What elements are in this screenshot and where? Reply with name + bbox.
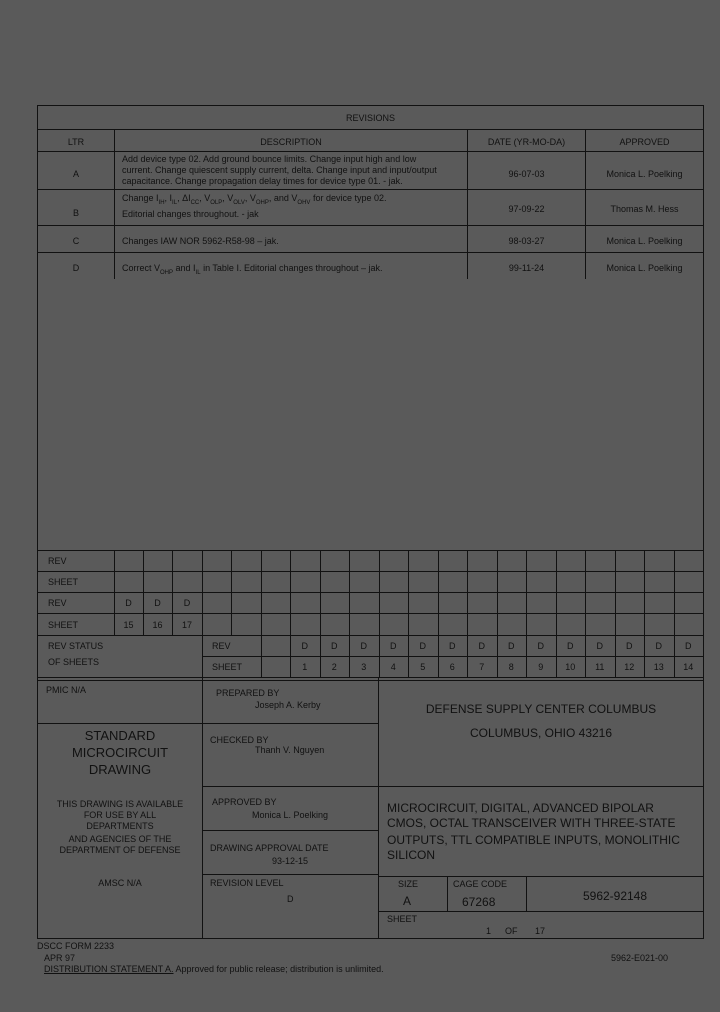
drawing-number: 5962-92148 xyxy=(582,889,648,903)
revision-level-label: REVISION LEVEL xyxy=(210,878,284,888)
revision-row-date: 96-07-03 xyxy=(508,169,545,179)
rev-status-rev-cell: D xyxy=(390,641,397,651)
rev-status-rev-cell: D xyxy=(419,641,426,651)
column-date: DATE (YR-MO-DA) xyxy=(487,137,566,147)
availability-note: THIS DRAWING IS AVAILABLE xyxy=(56,799,184,809)
rev-status-rev-label: REV xyxy=(212,641,231,651)
standard-title: DRAWING xyxy=(88,762,152,777)
revision-row-description: Editorial changes throughout. - jak xyxy=(122,209,259,219)
size-label: SIZE xyxy=(398,879,419,889)
rev-status-sheet-cell: 13 xyxy=(653,662,664,672)
revision-row-description: Add device type 02. Add ground bounce limits. Change input high and low xyxy=(122,154,417,164)
rev-status-rev-cell: D xyxy=(655,641,662,651)
revisions-frame xyxy=(37,105,704,681)
checked-by-name: Thanh V. Nguyen xyxy=(255,745,325,755)
column-approved: APPROVED xyxy=(619,137,670,147)
rev-status-sheet-cell: 8 xyxy=(508,662,514,672)
pmic-label: PMIC N/A xyxy=(46,685,87,695)
rev-status-sheet-cell: 11 xyxy=(595,662,605,672)
revision-row-approved: Thomas M. Hess xyxy=(610,204,679,214)
rev-status-sheet-cell: 5 xyxy=(420,662,426,672)
rev-status-sheet-cell: 2 xyxy=(331,662,337,672)
rev-status-sheet-cell: 1 xyxy=(302,662,308,672)
revision-row-date: 99-11-24 xyxy=(508,263,545,273)
approval-date: 93-12-15 xyxy=(272,856,309,866)
revision-row-ltr: C xyxy=(72,236,80,246)
revision-row-date: 98-03-27 xyxy=(508,236,545,246)
distribution-statement-label: DISTRIBUTION STATEMENT A. xyxy=(44,964,174,974)
rev-status-rev-cell: D xyxy=(331,641,338,651)
prepared-by-label: PREPARED BY xyxy=(216,688,280,698)
revision-row-approved: Monica L. Poelking xyxy=(606,169,683,179)
rev-status-rev-cell: D xyxy=(685,641,692,651)
rev-status-rev-cell: D xyxy=(360,641,367,651)
rev-status-rev-cell: D xyxy=(449,641,456,651)
drawing-description: SILICON xyxy=(387,848,436,862)
drawing-description: MICROCIRCUIT, DIGITAL, ADVANCED BIPOLAR xyxy=(387,801,654,815)
revision-row-description: Change $I_{IH}$, $I_{IL}$, $\Delta I_{CC}$, $V_{OLP}$, $V_{OLV}$, $V_{OHP}$, and $V_{OHV}$ for device type 02. xyxy=(122,193,387,206)
rev-status-sheet-cell: 10 xyxy=(565,662,576,672)
availability-note: AND AGENCIES OF THE xyxy=(68,834,172,844)
column-description: DESCRIPTION xyxy=(260,137,322,147)
distribution-statement xyxy=(44,964,384,975)
standard-title: MICROCIRCUIT xyxy=(71,745,169,760)
grid-rev-value: D xyxy=(183,598,191,608)
revision-row-description: Correct $V_{OHP}$ and $I_{IL}$ in Table I. Editorial changes throughout – jak. xyxy=(122,263,383,276)
revision-row-description: current. Change quiescent supply current, delta. Change input and input/output xyxy=(122,165,437,175)
revision-row-ltr: B xyxy=(72,208,79,218)
dscc-name: DEFENSE SUPPLY CENTER COLUMBUS xyxy=(425,702,657,716)
availability-note: FOR USE BY ALL xyxy=(83,810,157,820)
sheet-of-label: OF xyxy=(505,926,518,936)
amsc-label: AMSC N/A xyxy=(98,878,142,888)
rev-status-rev-cell: D xyxy=(301,641,308,651)
cage-code-value: 67268 xyxy=(462,895,496,909)
rev-status-sheet-cell: 6 xyxy=(449,662,455,672)
sheet-total: 17 xyxy=(535,926,546,936)
rev-status-rev-cell: D xyxy=(508,641,515,651)
checked-by-label: CHECKED BY xyxy=(210,735,269,745)
standard-title: STANDARD xyxy=(84,728,156,743)
approved-by-name: Monica L. Poelking xyxy=(252,810,329,820)
revision-row-description: capacitance. Change propagation delay times for device type 01. - jak. xyxy=(122,176,403,186)
form-number: DSCC FORM 2233 xyxy=(37,941,115,951)
grid-rev-value: D xyxy=(125,598,132,608)
rev-status-sheet-label: SHEET xyxy=(212,662,243,672)
revision-row-ltr: A xyxy=(72,169,79,179)
column-ltr: LTR xyxy=(67,137,85,147)
dscc-address: COLUMBUS, OHIO 43216 xyxy=(469,726,613,740)
revision-level: D xyxy=(287,894,294,904)
rev-status-label: REV STATUS xyxy=(48,641,104,651)
sheet-label: SHEET xyxy=(387,914,418,924)
rev-status-rev-cell: D xyxy=(478,641,485,651)
grid-rev-label: REV xyxy=(48,598,67,608)
drawing-description: OUTPUTS, TTL COMPATIBLE INPUTS, MONOLITHIC xyxy=(387,833,680,847)
grid-sheet-value: 17 xyxy=(181,620,192,630)
drawing-description: CMOS, OCTAL TRANSCEIVER WITH THREE-STATE xyxy=(387,816,676,830)
size-value: A xyxy=(403,894,412,908)
availability-note: DEPARTMENTS xyxy=(86,821,154,831)
grid-sheet-label: SHEET xyxy=(48,577,79,587)
grid-sheet-value: 16 xyxy=(152,620,163,630)
revision-row-date: 97-09-22 xyxy=(508,204,545,214)
rev-status-rev-cell: D xyxy=(596,641,603,651)
grid-rev-value: D xyxy=(154,598,161,608)
distribution-statement-text: Approved for public release; distribution is unlimited. xyxy=(173,964,384,974)
rev-status-sheet-cell: 3 xyxy=(361,662,367,672)
prepared-by-name: Joseph A. Kerby xyxy=(255,700,321,710)
grid-sheet-value: 15 xyxy=(123,620,134,630)
approved-by-label: APPROVED BY xyxy=(212,797,277,807)
rev-status-rev-cell: D xyxy=(567,641,574,651)
revision-row-description: Changes IAW NOR 5962-R58-98 – jak. xyxy=(122,236,279,246)
rev-status-rev-cell: D xyxy=(626,641,633,651)
rev-status-sheet-cell: 12 xyxy=(624,662,635,672)
revision-row-approved: Monica L. Poelking xyxy=(606,263,683,273)
availability-note: DEPARTMENT OF DEFENSE xyxy=(59,845,181,855)
rev-status-label: OF SHEETS xyxy=(48,657,100,667)
form-code: 5962-E021-00 xyxy=(611,953,669,963)
rev-status-rev-cell: D xyxy=(537,641,544,651)
cage-code-label: CAGE CODE xyxy=(453,879,508,889)
revisions-heading: REVISIONS xyxy=(345,113,395,123)
approval-date-label: DRAWING APPROVAL DATE xyxy=(210,843,329,853)
form-date: APR 97 xyxy=(44,953,76,963)
revision-row-ltr: D xyxy=(72,263,80,273)
grid-rev-label: REV xyxy=(48,556,67,566)
rev-status-sheet-cell: 14 xyxy=(683,662,694,672)
grid-sheet-label: SHEET xyxy=(48,620,79,630)
rev-status-sheet-cell: 7 xyxy=(479,662,485,672)
rev-status-sheet-cell: 9 xyxy=(538,662,544,672)
revision-row-approved: Monica L. Poelking xyxy=(606,236,683,246)
sheet-number: 1 xyxy=(486,926,492,936)
rev-status-sheet-cell: 4 xyxy=(390,662,396,672)
